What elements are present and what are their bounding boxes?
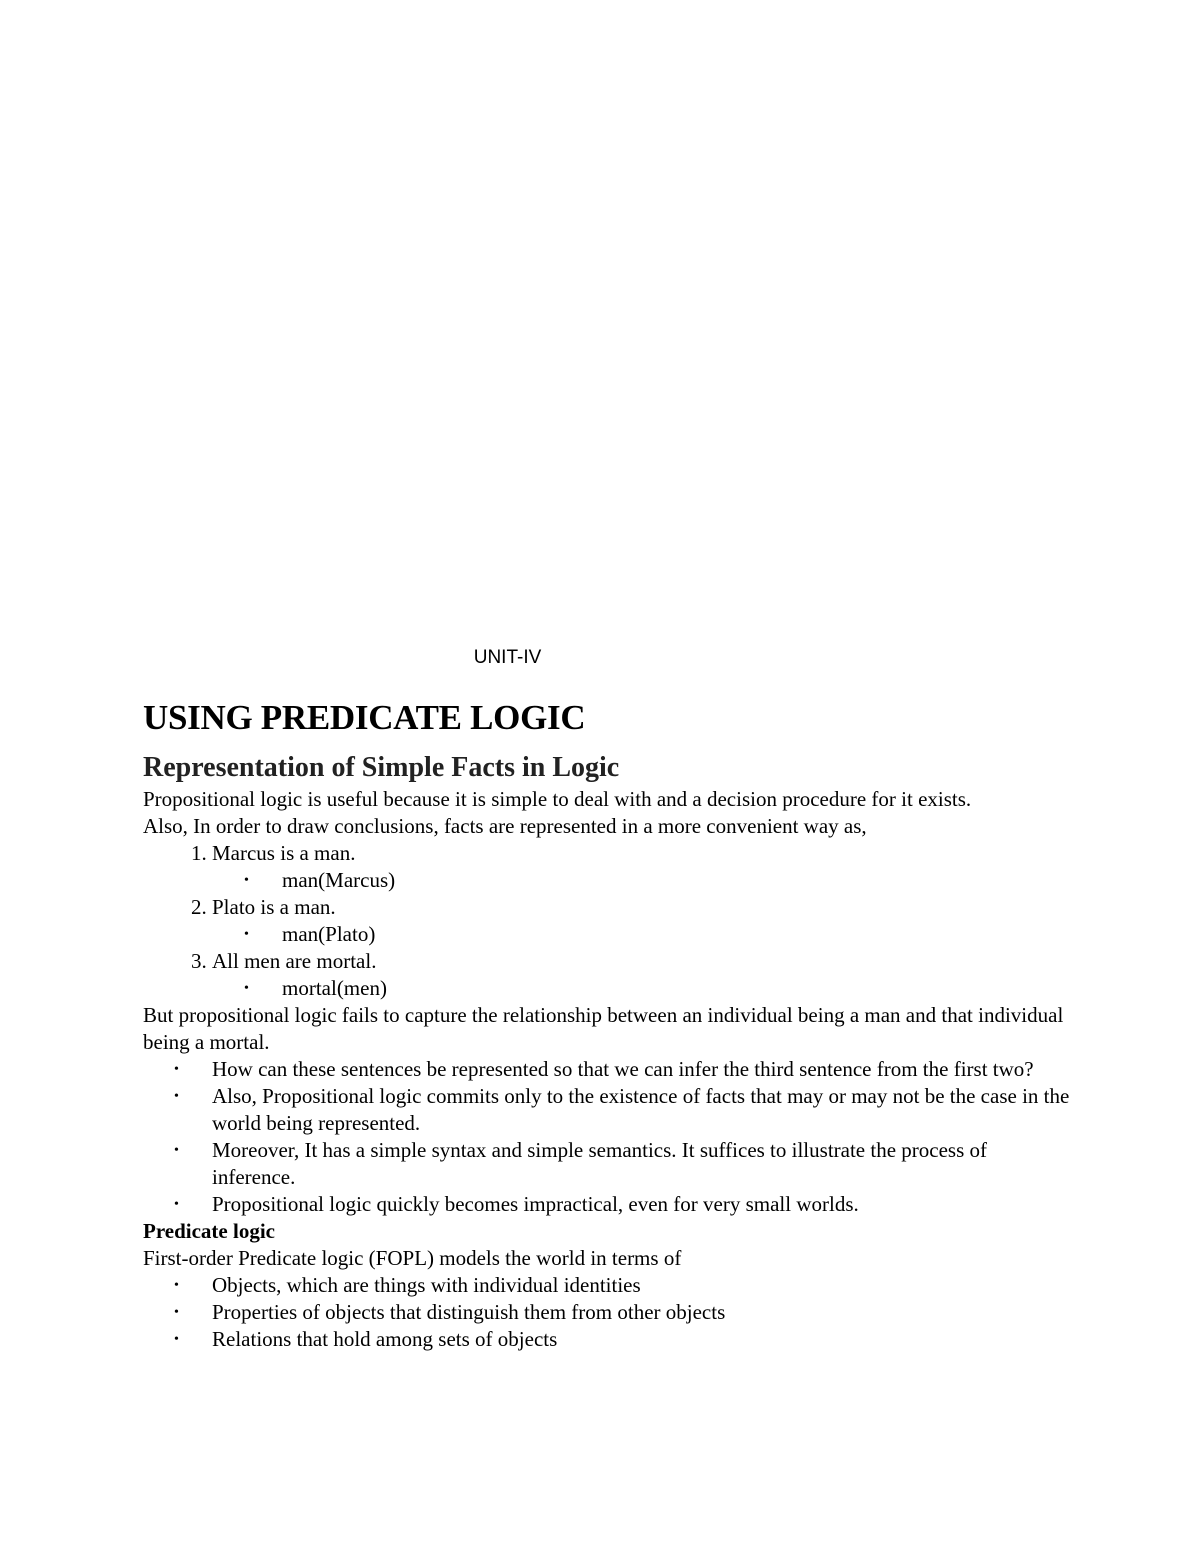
unit-label: UNIT-IV: [473, 647, 542, 668]
section-heading-predicate-logic: Predicate logic: [143, 1219, 275, 1243]
list-item-text: Moreover, It has a simple syntax and simple semantics. It suffices to illustrate the process of inference.: [212, 1138, 988, 1189]
list-item: [174, 1299, 1073, 1326]
list-item: [174, 1056, 1073, 1083]
fact-formal-list: [212, 975, 1073, 1002]
fact-formal-text: mortal(men): [282, 976, 387, 1000]
bullet-icon: •: [174, 1089, 179, 1104]
fact-text: All men are mortal.: [212, 949, 377, 973]
paragraph-fails-to-capture: But propositional logic fails to capture the relationship between an individual being a man and that individual being a mortal.: [143, 1003, 1064, 1054]
paragraph-draw-conclusions: Also, In order to draw conclusions, facts are represented in a more convenient way as,: [143, 814, 867, 838]
fact-item: [212, 840, 1073, 894]
list-item: [174, 1326, 1073, 1353]
fact-formal-text: man(Plato): [282, 922, 376, 946]
list-item-text: How can these sentences be represented so that we can infer the third sentence from the first two?: [212, 1057, 1034, 1081]
section-heading-simple-facts: Representation of Simple Facts in Logic: [143, 752, 620, 783]
list-item-text: Objects, which are things with individual identities: [212, 1273, 641, 1297]
fact-formal: [244, 975, 1073, 1002]
list-item: [174, 1137, 1073, 1191]
fact-formal-text: man(Marcus): [282, 868, 396, 892]
fact-text: Plato is a man.: [212, 895, 336, 919]
limitations-list: [143, 1056, 1073, 1218]
fact-formal: [244, 921, 1073, 948]
list-item-text: Also, Propositional logic commits only to the existence of facts that may or may not be the case in the world being represented.: [212, 1084, 1070, 1135]
bullet-icon: •: [244, 981, 249, 996]
list-item: [174, 1083, 1073, 1137]
list-item: [174, 1272, 1073, 1299]
facts-list: [143, 840, 1073, 1002]
paragraph-fopl-models: First-order Predicate logic (FOPL) models the world in terms of: [143, 1246, 682, 1270]
fact-item: [212, 894, 1073, 948]
paragraph-propositional-useful: Propositional logic is useful because it is simple to deal with and a decision procedure for it exists.: [143, 787, 972, 811]
fopl-list: [143, 1272, 1073, 1353]
bullet-icon: •: [244, 927, 249, 942]
document-title: USING PREDICATE LOGIC: [143, 698, 586, 737]
document-body: [143, 696, 1073, 1353]
list-item-text: Properties of objects that distinguish them from other objects: [212, 1300, 726, 1324]
fact-item: [212, 948, 1073, 1002]
fact-text: Marcus is a man.: [212, 841, 356, 865]
bullet-icon: •: [244, 873, 249, 888]
bullet-icon: •: [174, 1062, 179, 1077]
list-item-text: Relations that hold among sets of objects: [212, 1327, 558, 1351]
fact-formal: [244, 867, 1073, 894]
list-item-text: Propositional logic quickly becomes impractical, even for very small worlds.: [212, 1192, 859, 1216]
fact-formal-list: [212, 867, 1073, 894]
bullet-icon: •: [174, 1278, 179, 1293]
bullet-icon: •: [174, 1332, 179, 1347]
bullet-icon: •: [174, 1305, 179, 1320]
fact-formal-list: [212, 921, 1073, 948]
bullet-icon: •: [174, 1143, 179, 1158]
bullet-icon: •: [174, 1197, 179, 1212]
list-item: [174, 1191, 1073, 1218]
